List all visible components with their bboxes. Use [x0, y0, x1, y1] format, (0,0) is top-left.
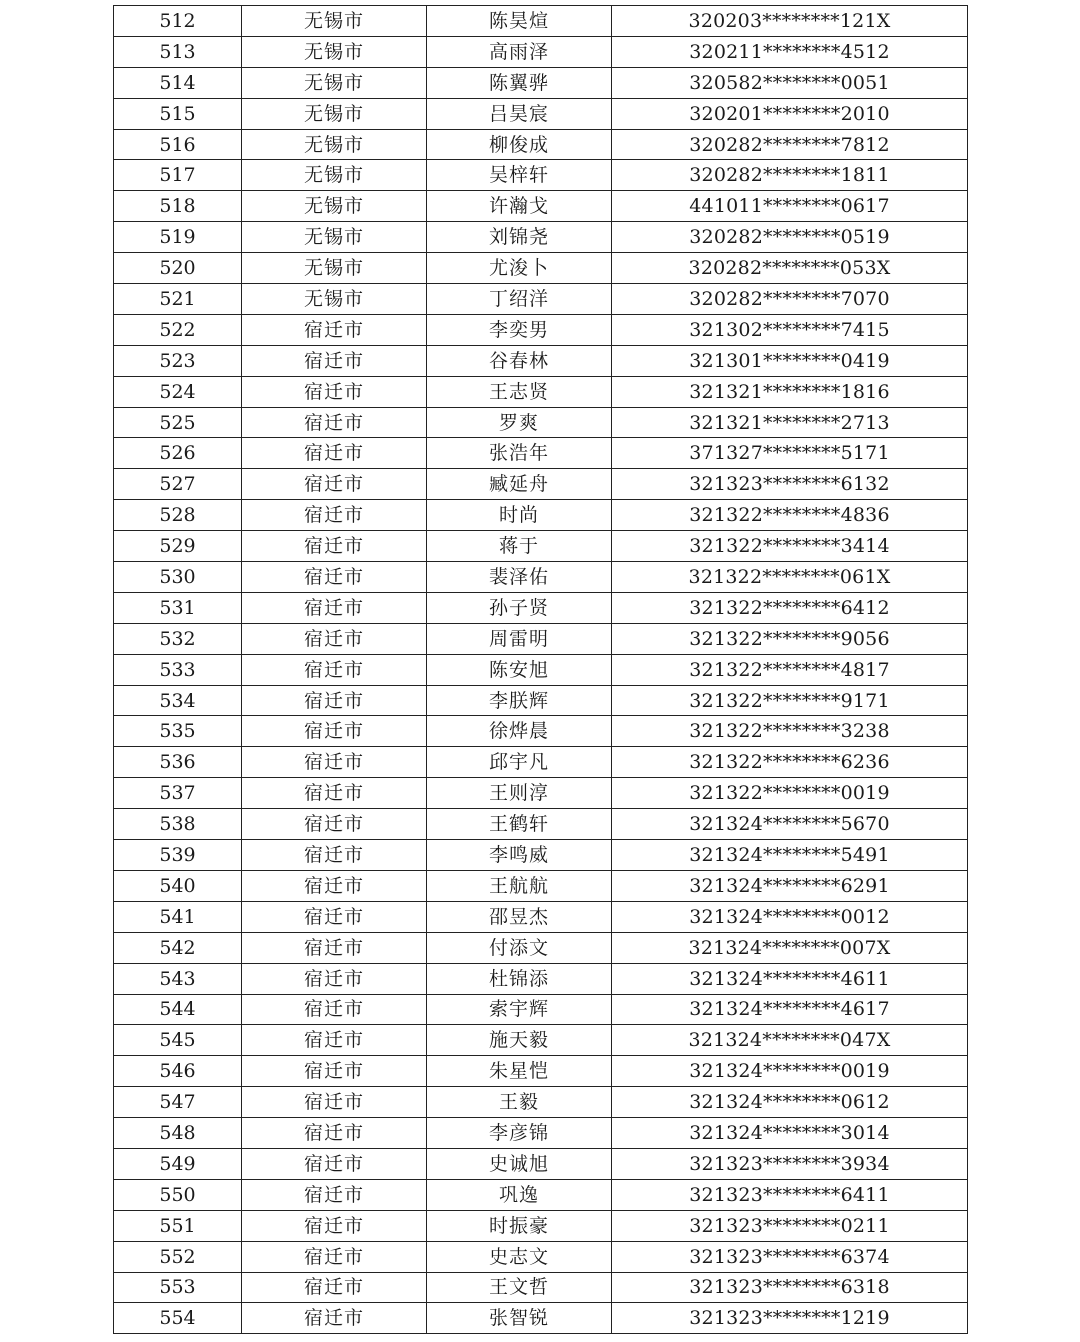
name-cell: 李奕男 [427, 314, 612, 345]
id-number-cell: 320282********1811 [612, 160, 968, 191]
city-cell: 无锡市 [242, 284, 427, 315]
city-cell: 无锡市 [242, 191, 427, 222]
row-number-cell: 552 [114, 1241, 242, 1272]
name-cell: 邱宇凡 [427, 747, 612, 778]
id-number-cell: 321323********6374 [612, 1241, 968, 1272]
name-cell: 时振豪 [427, 1210, 612, 1241]
id-number-cell: 321323********6318 [612, 1272, 968, 1303]
city-cell: 宿迁市 [242, 1241, 427, 1272]
id-number-cell: 321324********6291 [612, 870, 968, 901]
row-number-cell: 548 [114, 1118, 242, 1149]
name-cell: 周雷明 [427, 623, 612, 654]
row-number-cell: 551 [114, 1210, 242, 1241]
name-cell: 李彦锦 [427, 1118, 612, 1149]
table-row [114, 36, 968, 67]
city-cell: 宿迁市 [242, 376, 427, 407]
name-cell: 王毅 [427, 1087, 612, 1118]
table-row [114, 1210, 968, 1241]
name-cell: 王则淳 [427, 778, 612, 809]
id-number-cell: 321324********0012 [612, 901, 968, 932]
row-number-cell: 515 [114, 98, 242, 129]
name-cell: 巩逸 [427, 1179, 612, 1210]
row-number-cell: 512 [114, 6, 242, 37]
city-cell: 宿迁市 [242, 592, 427, 623]
city-cell: 无锡市 [242, 6, 427, 37]
table-row [114, 345, 968, 376]
name-cell: 施天毅 [427, 1025, 612, 1056]
table-row [114, 191, 968, 222]
id-number-cell: 321322********6236 [612, 747, 968, 778]
name-cell: 王鹤轩 [427, 809, 612, 840]
row-number-cell: 550 [114, 1179, 242, 1210]
name-cell: 刘锦尧 [427, 222, 612, 253]
city-cell: 无锡市 [242, 67, 427, 98]
city-cell: 宿迁市 [242, 747, 427, 778]
id-number-cell: 321301********0419 [612, 345, 968, 376]
name-cell: 杜锦添 [427, 963, 612, 994]
row-number-cell: 518 [114, 191, 242, 222]
row-number-cell: 533 [114, 654, 242, 685]
table-row [114, 1148, 968, 1179]
id-number-cell: 321322********9056 [612, 623, 968, 654]
city-cell: 宿迁市 [242, 870, 427, 901]
row-number-cell: 532 [114, 623, 242, 654]
id-number-cell: 320211********4512 [612, 36, 968, 67]
table-row [114, 1272, 968, 1303]
id-number-cell: 321324********5670 [612, 809, 968, 840]
row-number-cell: 554 [114, 1303, 242, 1334]
id-number-cell: 321302********7415 [612, 314, 968, 345]
table-row [114, 1056, 968, 1087]
table-row [114, 376, 968, 407]
name-cell: 陈安旭 [427, 654, 612, 685]
id-number-cell: 321322********061X [612, 562, 968, 593]
row-number-cell: 535 [114, 716, 242, 747]
table-row [114, 809, 968, 840]
city-cell: 宿迁市 [242, 1179, 427, 1210]
city-cell: 宿迁市 [242, 500, 427, 531]
row-number-cell: 534 [114, 685, 242, 716]
row-number-cell: 521 [114, 284, 242, 315]
name-cell: 索宇辉 [427, 994, 612, 1025]
name-cell: 柳俊成 [427, 129, 612, 160]
table-row [114, 469, 968, 500]
row-number-cell: 541 [114, 901, 242, 932]
row-number-cell: 538 [114, 809, 242, 840]
table-row [114, 1025, 968, 1056]
id-number-cell: 320282********0519 [612, 222, 968, 253]
table-row [114, 98, 968, 129]
city-cell: 无锡市 [242, 160, 427, 191]
city-cell: 宿迁市 [242, 562, 427, 593]
table-row [114, 253, 968, 284]
city-cell: 宿迁市 [242, 1210, 427, 1241]
table-row [114, 963, 968, 994]
row-number-cell: 544 [114, 994, 242, 1025]
city-cell: 宿迁市 [242, 623, 427, 654]
row-number-cell: 527 [114, 469, 242, 500]
row-number-cell: 516 [114, 129, 242, 160]
name-cell: 丁绍洋 [427, 284, 612, 315]
table-row [114, 222, 968, 253]
id-number-cell: 321323********6411 [612, 1179, 968, 1210]
name-cell: 陈翼骅 [427, 67, 612, 98]
city-cell: 宿迁市 [242, 469, 427, 500]
city-cell: 无锡市 [242, 253, 427, 284]
id-number-cell: 321322********4817 [612, 654, 968, 685]
city-cell: 宿迁市 [242, 407, 427, 438]
id-number-cell: 371327********5171 [612, 438, 968, 469]
row-number-cell: 529 [114, 531, 242, 562]
city-cell: 无锡市 [242, 129, 427, 160]
name-cell: 高雨泽 [427, 36, 612, 67]
table-row [114, 778, 968, 809]
city-cell: 宿迁市 [242, 840, 427, 871]
table-row [114, 840, 968, 871]
id-number-cell: 320582********0051 [612, 67, 968, 98]
row-number-cell: 531 [114, 592, 242, 623]
city-cell: 宿迁市 [242, 1056, 427, 1087]
table-row [114, 1303, 968, 1334]
id-number-cell: 321322********9171 [612, 685, 968, 716]
table-row [114, 685, 968, 716]
name-cell: 付添文 [427, 932, 612, 963]
city-cell: 宿迁市 [242, 531, 427, 562]
name-cell: 史志文 [427, 1241, 612, 1272]
table-row [114, 67, 968, 98]
row-number-cell: 547 [114, 1087, 242, 1118]
row-number-cell: 549 [114, 1148, 242, 1179]
table-row [114, 438, 968, 469]
table-row [114, 623, 968, 654]
id-number-cell: 321323********6132 [612, 469, 968, 500]
name-cell: 陈昊煊 [427, 6, 612, 37]
name-cell: 张智锐 [427, 1303, 612, 1334]
id-number-cell: 321322********3238 [612, 716, 968, 747]
id-number-cell: 320282********7812 [612, 129, 968, 160]
city-cell: 宿迁市 [242, 932, 427, 963]
row-number-cell: 537 [114, 778, 242, 809]
name-cell: 史诚旭 [427, 1148, 612, 1179]
table-row [114, 314, 968, 345]
row-number-cell: 513 [114, 36, 242, 67]
name-cell: 裴泽佑 [427, 562, 612, 593]
id-number-cell: 321321********1816 [612, 376, 968, 407]
city-cell: 宿迁市 [242, 901, 427, 932]
id-number-cell: 321324********3014 [612, 1118, 968, 1149]
id-number-cell: 320201********2010 [612, 98, 968, 129]
table-row [114, 284, 968, 315]
id-number-cell: 321324********047X [612, 1025, 968, 1056]
name-cell: 谷春林 [427, 345, 612, 376]
id-number-cell: 321322********3414 [612, 531, 968, 562]
city-cell: 宿迁市 [242, 809, 427, 840]
table-row [114, 932, 968, 963]
id-number-cell: 321323********0211 [612, 1210, 968, 1241]
table-row [114, 747, 968, 778]
row-number-cell: 539 [114, 840, 242, 871]
table-row [114, 1087, 968, 1118]
table-row [114, 407, 968, 438]
name-cell: 罗爽 [427, 407, 612, 438]
id-number-cell: 321322********0019 [612, 778, 968, 809]
city-cell: 宿迁市 [242, 716, 427, 747]
row-number-cell: 524 [114, 376, 242, 407]
id-number-cell: 321322********4836 [612, 500, 968, 531]
name-cell: 吴梓轩 [427, 160, 612, 191]
city-cell: 宿迁市 [242, 345, 427, 376]
id-number-cell: 320203********121X [612, 6, 968, 37]
row-number-cell: 514 [114, 67, 242, 98]
table-row [114, 1118, 968, 1149]
id-number-cell: 441011********0617 [612, 191, 968, 222]
table-row [114, 6, 968, 37]
row-number-cell: 530 [114, 562, 242, 593]
table-row [114, 870, 968, 901]
row-number-cell: 528 [114, 500, 242, 531]
name-cell: 吕昊宸 [427, 98, 612, 129]
city-cell: 无锡市 [242, 222, 427, 253]
id-number-cell: 321324********007X [612, 932, 968, 963]
name-cell: 朱星恺 [427, 1056, 612, 1087]
row-number-cell: 526 [114, 438, 242, 469]
row-number-cell: 523 [114, 345, 242, 376]
name-cell: 徐烨晨 [427, 716, 612, 747]
table-row [114, 716, 968, 747]
row-number-cell: 540 [114, 870, 242, 901]
name-cell: 臧延舟 [427, 469, 612, 500]
row-number-cell: 536 [114, 747, 242, 778]
table-row [114, 562, 968, 593]
row-number-cell: 546 [114, 1056, 242, 1087]
id-number-cell: 321324********5491 [612, 840, 968, 871]
table-row [114, 1241, 968, 1272]
id-number-cell: 321321********2713 [612, 407, 968, 438]
name-cell: 时尚 [427, 500, 612, 531]
name-cell: 李朕辉 [427, 685, 612, 716]
row-number-cell: 522 [114, 314, 242, 345]
id-number-cell: 321324********4611 [612, 963, 968, 994]
row-number-cell: 525 [114, 407, 242, 438]
row-number-cell: 543 [114, 963, 242, 994]
name-cell: 许瀚戈 [427, 191, 612, 222]
city-cell: 宿迁市 [242, 778, 427, 809]
id-number-cell: 321324********4617 [612, 994, 968, 1025]
name-cell: 蒋于 [427, 531, 612, 562]
name-cell: 王航航 [427, 870, 612, 901]
table-row [114, 994, 968, 1025]
row-number-cell: 517 [114, 160, 242, 191]
roster-table [113, 5, 968, 1334]
id-number-cell: 321324********0019 [612, 1056, 968, 1087]
city-cell: 宿迁市 [242, 1025, 427, 1056]
table-row [114, 500, 968, 531]
id-number-cell: 321322********6412 [612, 592, 968, 623]
name-cell: 邵昱杰 [427, 901, 612, 932]
id-number-cell: 320282********053X [612, 253, 968, 284]
name-cell: 王文哲 [427, 1272, 612, 1303]
row-number-cell: 520 [114, 253, 242, 284]
row-number-cell: 542 [114, 932, 242, 963]
city-cell: 宿迁市 [242, 1087, 427, 1118]
id-number-cell: 320282********7070 [612, 284, 968, 315]
row-number-cell: 553 [114, 1272, 242, 1303]
city-cell: 宿迁市 [242, 438, 427, 469]
id-number-cell: 321323********1219 [612, 1303, 968, 1334]
city-cell: 宿迁市 [242, 963, 427, 994]
table-row [114, 654, 968, 685]
table-row [114, 531, 968, 562]
city-cell: 宿迁市 [242, 1118, 427, 1149]
city-cell: 宿迁市 [242, 685, 427, 716]
city-cell: 宿迁市 [242, 1148, 427, 1179]
name-cell: 孙子贤 [427, 592, 612, 623]
table-row [114, 592, 968, 623]
table-row [114, 129, 968, 160]
city-cell: 无锡市 [242, 36, 427, 67]
row-number-cell: 519 [114, 222, 242, 253]
name-cell: 李鸣威 [427, 840, 612, 871]
table-row [114, 901, 968, 932]
table-row [114, 160, 968, 191]
name-cell: 张浩年 [427, 438, 612, 469]
city-cell: 宿迁市 [242, 314, 427, 345]
row-number-cell: 545 [114, 1025, 242, 1056]
city-cell: 宿迁市 [242, 654, 427, 685]
table-row [114, 1179, 968, 1210]
roster-body [114, 6, 968, 1334]
id-number-cell: 321324********0612 [612, 1087, 968, 1118]
id-number-cell: 321323********3934 [612, 1148, 968, 1179]
city-cell: 无锡市 [242, 98, 427, 129]
city-cell: 宿迁市 [242, 994, 427, 1025]
city-cell: 宿迁市 [242, 1272, 427, 1303]
name-cell: 王志贤 [427, 376, 612, 407]
name-cell: 尤浚卜 [427, 253, 612, 284]
city-cell: 宿迁市 [242, 1303, 427, 1334]
